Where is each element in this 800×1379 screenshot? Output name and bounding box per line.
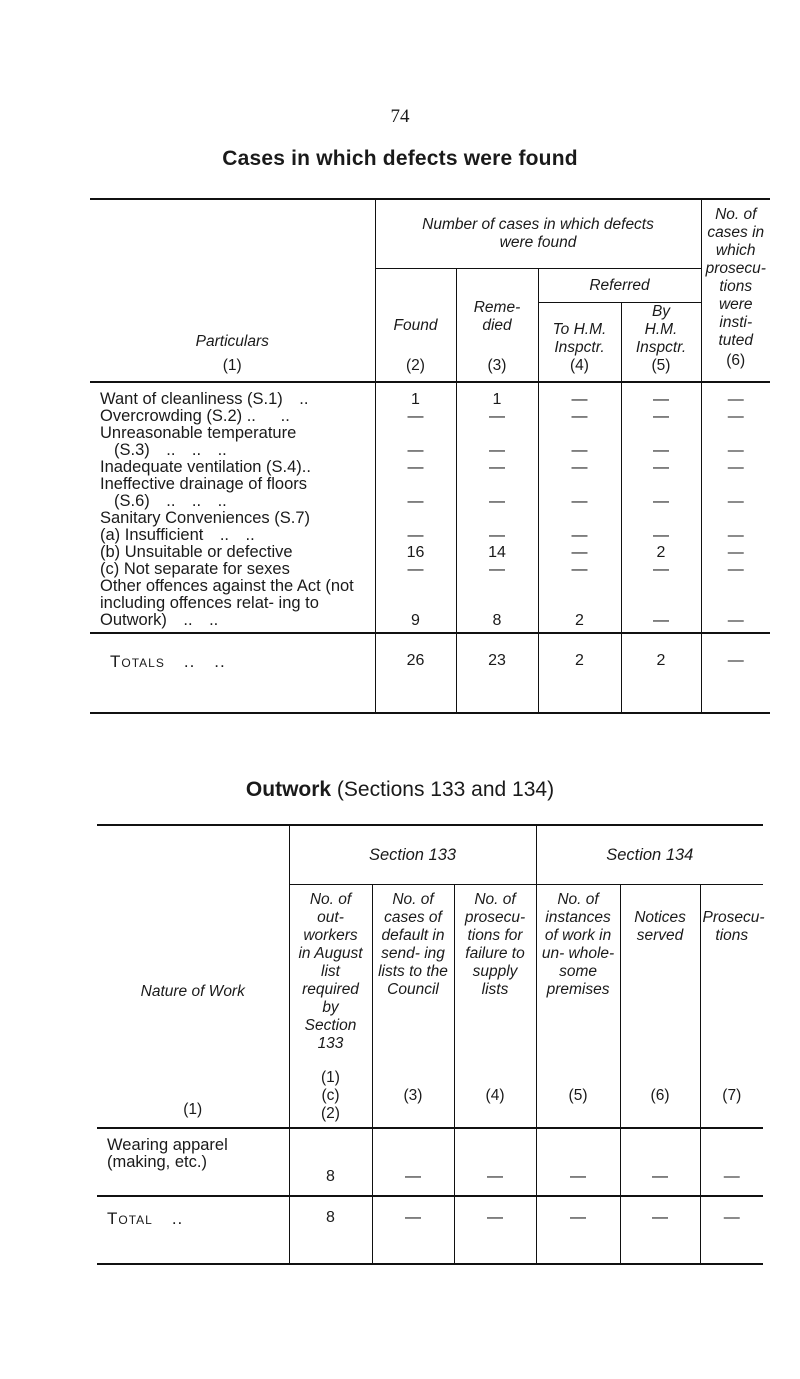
row-label: Sanitary Conveniences (S.7) — [100, 509, 311, 527]
totals-label: Totals .. .. — [90, 633, 375, 713]
remedied-column: 1 — — — — — 14 — 8 — [456, 382, 538, 633]
outworkers-cell: 8 — [289, 1128, 372, 1196]
outwork-data-row — [97, 1128, 763, 1196]
row-label: (b) Unsuitable or defective — [100, 543, 293, 561]
row-label: Overcrowding (S.2) .. .. — [100, 407, 290, 425]
totals-remedied: 23 — [456, 633, 538, 713]
outwork-title: Outwork (Sections 133 and 134) — [245, 778, 555, 801]
total-notices: — — [620, 1196, 700, 1264]
number-of-cases-header: Number of cases in which defects were found — [375, 199, 701, 269]
totals-row — [90, 633, 770, 713]
row-label: Unreasonable temperature (S.3) .. .. .. — [100, 424, 297, 459]
defects-table — [90, 198, 770, 714]
total-label: Total .. — [97, 1196, 289, 1264]
defects-header-row-1 — [90, 199, 770, 269]
found-header: Found (2) — [375, 269, 456, 383]
particulars-column — [90, 382, 375, 633]
prosecutions-column: — — — — — — — — — — [701, 382, 770, 633]
default-header: No. of cases of default in send- ing lists to the Council (3) — [372, 885, 454, 1129]
row-label: Ineffective drainage of floors (S.6) .. .. .. — [100, 475, 307, 510]
total-prosecutions-7: — — [700, 1196, 763, 1264]
instances-header: No. of instances of work in un- whole- some premises (5) — [536, 885, 620, 1129]
to-hm-column: — — — — — — — — 2 — [538, 382, 621, 633]
referred-header: Referred — [538, 269, 701, 303]
outwork-header-row-1 — [97, 825, 763, 885]
prosecutions-supply-header: No. of prosecu- tions for failure to supply lists (4) — [454, 885, 536, 1129]
row-label: (c) Not separate for sexes — [100, 560, 290, 578]
remedied-header: Reme- died (3) — [456, 269, 538, 383]
total-default: — — [372, 1196, 454, 1264]
default-cell: — — [372, 1128, 454, 1196]
section-133-header: Section 133 — [289, 825, 536, 885]
row-label: Other offences against the Act (not including offences relat- ing to Outwork) .. .. — [100, 577, 354, 629]
defects-title: Cases in which defects were found — [222, 147, 578, 170]
prosecutions-header: No. of cases in which prosecu- tions were insti- tuted (6) — [701, 199, 770, 382]
totals-prosecutions: — — [701, 633, 770, 713]
particulars-header: Particulars (1) — [90, 199, 375, 382]
notices-cell: — — [620, 1128, 700, 1196]
totals-found: 26 — [375, 633, 456, 713]
row-label: Want of cleanliness (S.1) .. — [100, 390, 309, 408]
defects-body-row — [90, 382, 770, 633]
row-label: (a) Insufficient .. .. — [100, 526, 255, 544]
by-hm-column: — — — — — — 2 — — — [621, 382, 701, 633]
prosecutions-7-header: Prosecu- tions (7) — [700, 885, 763, 1129]
totals-by-hm: 2 — [621, 633, 701, 713]
to-hm-header: To H.M. Inspctr. (4) — [538, 303, 621, 383]
by-hm-header: By H.M. Inspctr. (5) — [621, 303, 701, 383]
outwork-table — [97, 824, 763, 1265]
prosecutions-7-cell: — — [700, 1128, 763, 1196]
total-prosecutions-supply: — — [454, 1196, 536, 1264]
notices-header: Notices served (6) — [620, 885, 700, 1129]
totals-to-hm: 2 — [538, 633, 621, 713]
prosecutions-supply-cell: — — [454, 1128, 536, 1196]
section-134-header: Section 134 — [536, 825, 763, 885]
nature-header: Nature of Work (1) — [97, 825, 289, 1128]
nature-cell: Wearing apparel (making, etc.) — [97, 1128, 289, 1196]
total-outworkers: 8 — [289, 1196, 372, 1264]
instances-cell: — — [536, 1128, 620, 1196]
outworkers-header: No. of out- workers in August list required by Section 133 (1) (c) (2) — [289, 885, 372, 1129]
total-instances: — — [536, 1196, 620, 1264]
page-number: 74 — [390, 106, 410, 127]
outwork-total-row — [97, 1196, 763, 1264]
found-column: 1 — — — — — 16 — 9 — [375, 382, 456, 633]
row-label: Inadequate ventilation (S.4).. — [100, 458, 311, 476]
